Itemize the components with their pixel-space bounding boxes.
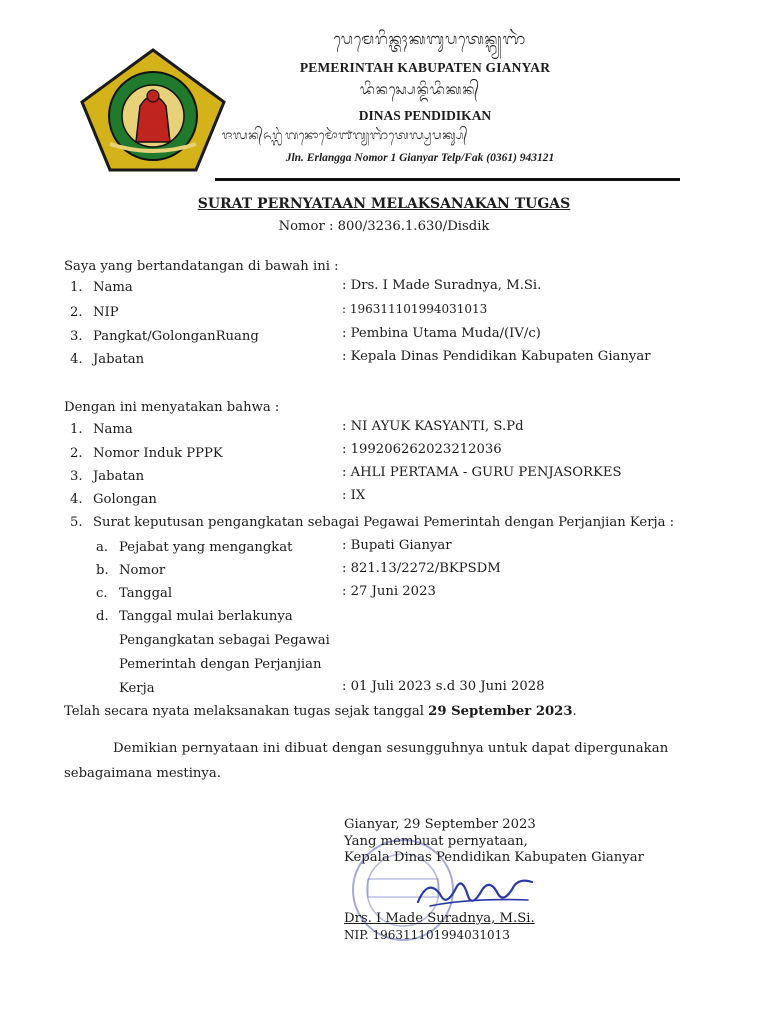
item-label: Nomor [119,563,166,578]
item-letter: d. [96,609,109,624]
row-number: 3. [70,329,83,344]
balinese-script-mid: ᬤᬶᬦᬲ᭄ᬧᬾᬦ᭄ᬤᬶᬤᬶᬓᬦ᭄ [359,82,481,98]
statement-line [64,704,577,719]
statement-date: 29 September 2023 [428,704,573,719]
item-label-line: Pengangkatan sebagai Pegawai [119,633,330,648]
row-label: Pangkat/GolonganRuang [93,329,259,344]
item-letter: b. [96,563,109,578]
item-letter: c. [96,586,108,601]
signature-role-1: Yang membuat pernyataan, [344,834,528,849]
row-label: Jabatan [93,469,145,484]
row-number: 3. [70,469,83,484]
row-number: 2. [70,305,83,320]
row-label: Nama [93,280,133,295]
row-number: 4. [70,492,83,507]
statement-prefix: Telah secara nyata melaksanakan tugas sejak tanggal [64,704,429,719]
closing-line-2: sebagaimana mestinya. [64,766,221,781]
government-logo [78,46,228,174]
item-value: : 27 Juni 2023 [342,584,436,599]
item-label: Pejabat yang mengangkat [119,540,293,555]
statement-suffix: . [572,704,577,719]
row-value: : 199206262023212036 [342,442,502,457]
agency-address: Jln. Erlangga Nomor 1 Gianyar Telp/Fak (0361) 943121 [285,152,555,164]
item-label-line: Pemerintah dengan Perjanjian [119,657,322,672]
row-label: Golongan [93,492,157,507]
item-label-line: Kerja [119,681,155,696]
signer-name: Drs. I Made Suradnya, M.Si. [344,911,535,926]
row-label: Nama [93,422,133,437]
row-value: : Drs. I Made Suradnya, M.Si. [342,278,542,293]
letterhead-divider [215,178,680,181]
row-value: : NI AYUK KASYANTI, S.Pd [342,419,524,434]
document-number: Nomor : 800/3236.1.630/Disdik [278,219,490,234]
government-name: PEMERINTAH KABUPATEN GIANYAR [299,60,551,75]
item-letter: a. [96,540,109,555]
signature-place-date: Gianyar, 29 September 2023 [344,817,536,832]
row-value: : Kepala Dinas Pendidikan Kabupaten Gianyar [342,349,651,364]
row-label: Jabatan [93,352,145,367]
item-value: : Bupati Gianyar [342,538,452,553]
closing-line-1: Demikian pernyataan ini dibuat dengan sesungguhnya untuk dapat dipergunakan [113,741,669,756]
signer-nip: NIP. 196311101994031013 [344,928,510,942]
signer-intro: Saya yang bertandatangan di bawah ini : [64,259,339,274]
row-value: : 196311101994031013 [342,302,488,316]
item-label: Tanggal [119,586,173,601]
row-number: 2. [70,446,83,461]
row-number: 5. [70,515,83,530]
item-value: : 821.13/2272/BKPSDM [342,561,501,576]
row-label: Surat keputusan pengangkatan sebagai Pegawai Pemerintah dengan Perjanjian Kerja : [93,515,675,530]
row-value: : IX [342,488,366,503]
row-label: Nomor Induk PPPK [93,446,223,461]
agency-name: DINAS PENDIDIKAN [358,108,492,123]
balinese-script-address: ᬚᬮᬦ᭄ᬏᬭ᭄ᬮᬂᬕᬦᭀᬫᭀᬃ᭑ᬕ᭄ᬬᬜᬃᬢᬾᬮ᭄ᬧ᭄ᬯᬧᬓ᭄ᬲ᭄ [222,128,469,142]
document-title: SURAT PERNYATAAN MELAKSANAKAN TUGAS [197,196,571,212]
row-number: 4. [70,352,83,367]
item-label-line: Tanggal mulai berlakunya [119,609,293,624]
subject-intro: Dengan ini menyatakan bahwa : [64,400,280,415]
row-number: 1. [70,280,83,295]
row-value: : Pembina Utama Muda/(IV/c) [342,326,541,341]
signature-role-2: Kepala Dinas Pendidikan Kabupaten Gianyar [344,850,644,865]
item-value: : 01 Juli 2023 s.d 30 Juni 2028 [342,679,545,694]
row-value: : AHLI PERTAMA - GURU PENJASORKES [342,465,622,480]
row-number: 1. [70,422,83,437]
balinese-script-top: ᬧᬾᬫᬾᬭᬶᬦ᭄ᬢᬄᬓᬩᬸᬧᬢᬾᬦ᭄ᬕ᭄ᬬᬜᬃ [333,30,527,48]
row-label: NIP [93,305,119,320]
